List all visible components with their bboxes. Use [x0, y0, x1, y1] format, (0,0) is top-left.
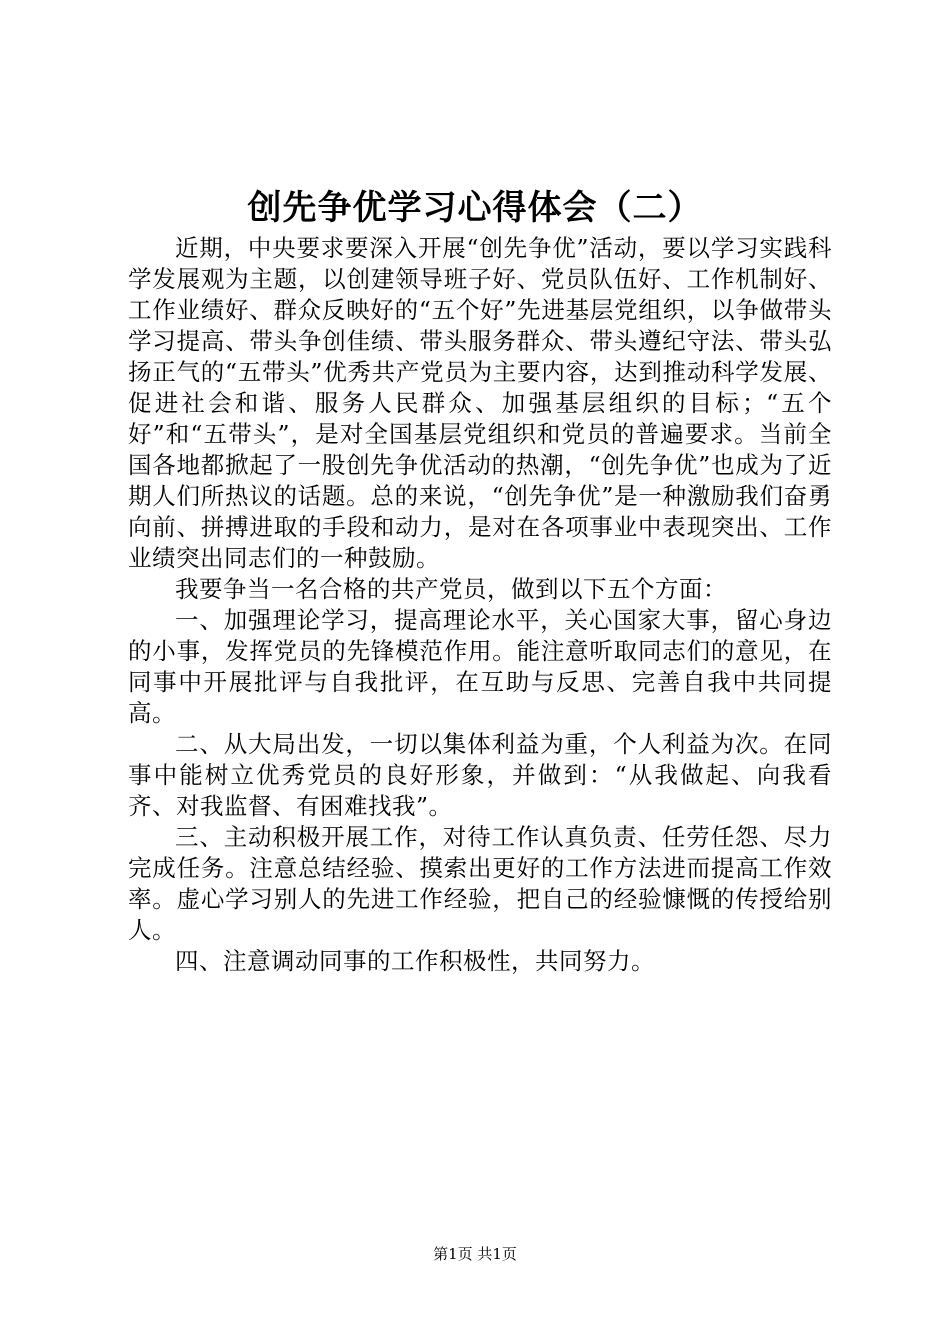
- paragraph-lead: 我要争当一名合格的共产党员，做到以下五个方面：: [175, 575, 727, 603]
- document-title: 创先争优学习心得体会（二）: [247, 188, 703, 228]
- paragraph-point-4: 四、注意调动同事的工作积极性，共同努力。: [175, 947, 655, 975]
- paragraph-intro: 近期，中央要求要深入开展“创先争优”活动，要以学习实践科学发展观为主题，以创建领导班子好、党员队伍好、工作机制好、工作业绩好、群众反映好的“五个好”先进基层党组织，以争做带头学习提高、带头争创佳绩、带头服务群众、带头遵纪守法、带头弘扬正气的“五带头”优秀共产党员为主要内容，达到推动科学发展、促进社会和谐、服务人民群众、加强基层组织的目标；“五个好”和“五带头”，是对全国基层党组织和党员的普遍要求。当前全国各地都掀起了一股创先争优活动的热潮，“创先争优”也成为了近期人们所热议的话题。总的来说，“创先争优”是一种激励我们奋勇向前、拼搏进取的手段和动力，是对在各项事业中表现突出、工作业绩突出同志们的一种鼓励。: [128, 234, 832, 572]
- paragraph-point-2: 二、从大局出发，一切以集体利益为重，个人利益为次。在同事中能树立优秀党员的良好形象，并做到：“从我做起、向我看齐、对我监督、有困难找我”。: [128, 730, 832, 820]
- document-body: [128, 233, 832, 977]
- paragraph-point-3: 三、主动积极开展工作，对待工作认真负责、任劳任怨、尽力完成任务。注意总结经验、摸索出更好的工作方法进而提高工作效率。虚心学习别人的先进工作经验，把自己的经验慷慨的传授给别人。: [128, 823, 832, 944]
- page-footer: 第1页 共1页: [433, 1245, 517, 1263]
- paragraph-point-1: 一、加强理论学习，提高理论水平，关心国家大事，留心身边的小事，发挥党员的先锋模范作用。能注意听取同志们的意见，在同事中开展批评与自我批评，在互助与反思、完善自我中共同提高。: [128, 606, 832, 727]
